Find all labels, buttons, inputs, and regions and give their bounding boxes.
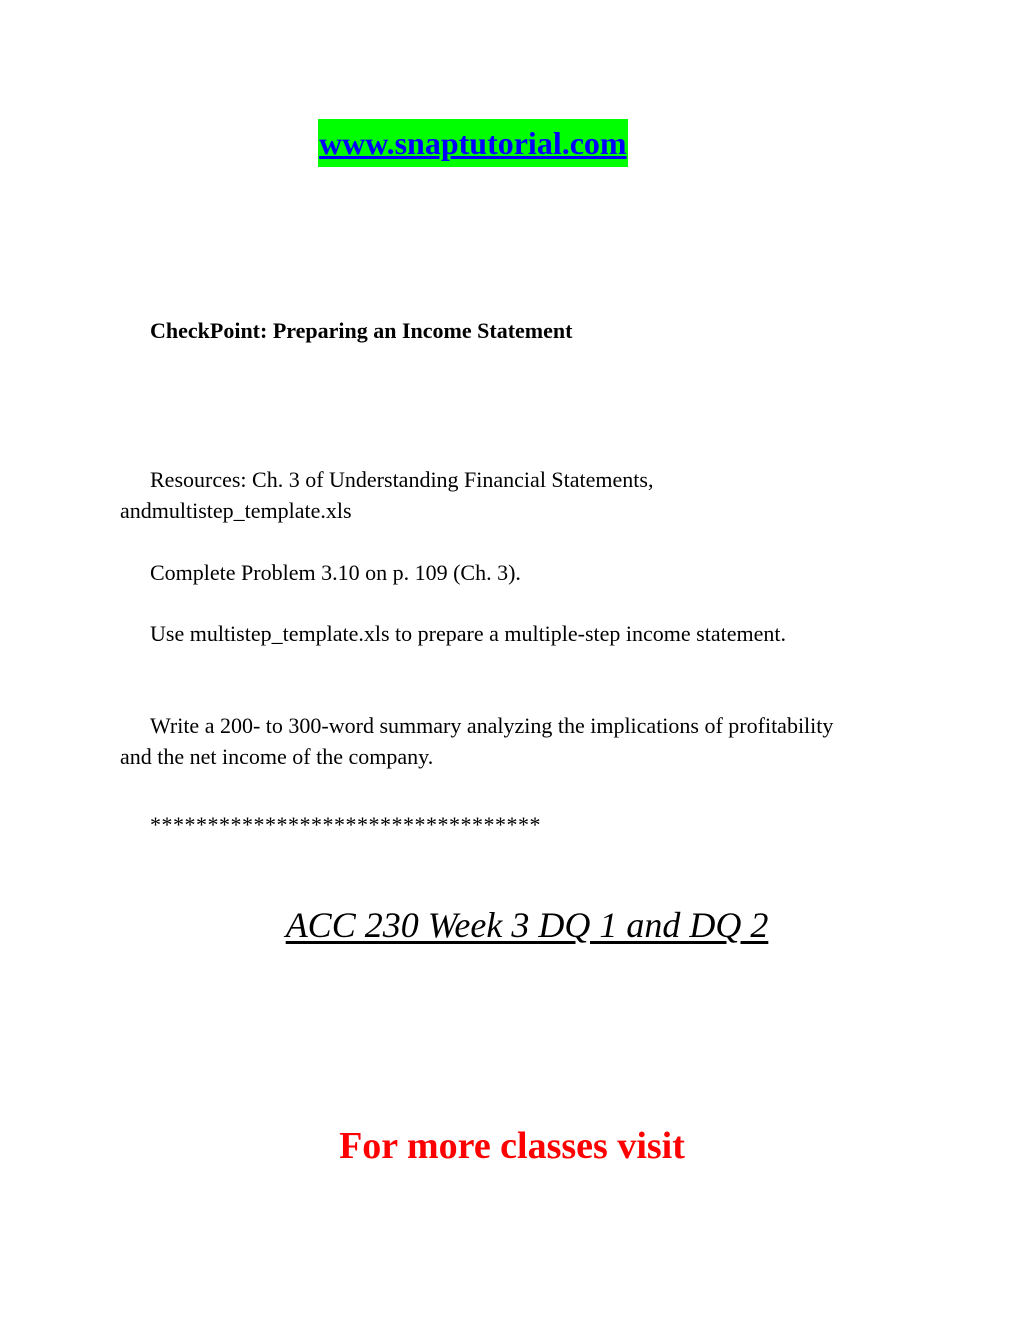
summary-paragraph: Write a 200- to 300-word summary analyzing the implications of profitability and the net income of the company. [120,713,834,769]
course-heading[interactable]: ACC 230 Week 3 DQ 1 and DQ 2 [285,905,769,945]
problem-paragraph: Complete Problem 3.10 on p. 109 (Ch. 3). [150,560,521,585]
resources-paragraph: Resources: Ch. 3 of Understanding Financial Statements, andmultistep_template.xls [120,467,654,523]
more-classes-text: For more classes visit [339,1125,685,1167]
template-paragraph: Use multistep_template.xls to prepare a multiple-step income statement. [150,621,786,646]
assignment-title: CheckPoint: Preparing an Income Statement [150,318,573,343]
site-link[interactable]: www.snaptutorial.com [318,119,628,167]
asterisk-separator: ********************************** [150,812,541,837]
